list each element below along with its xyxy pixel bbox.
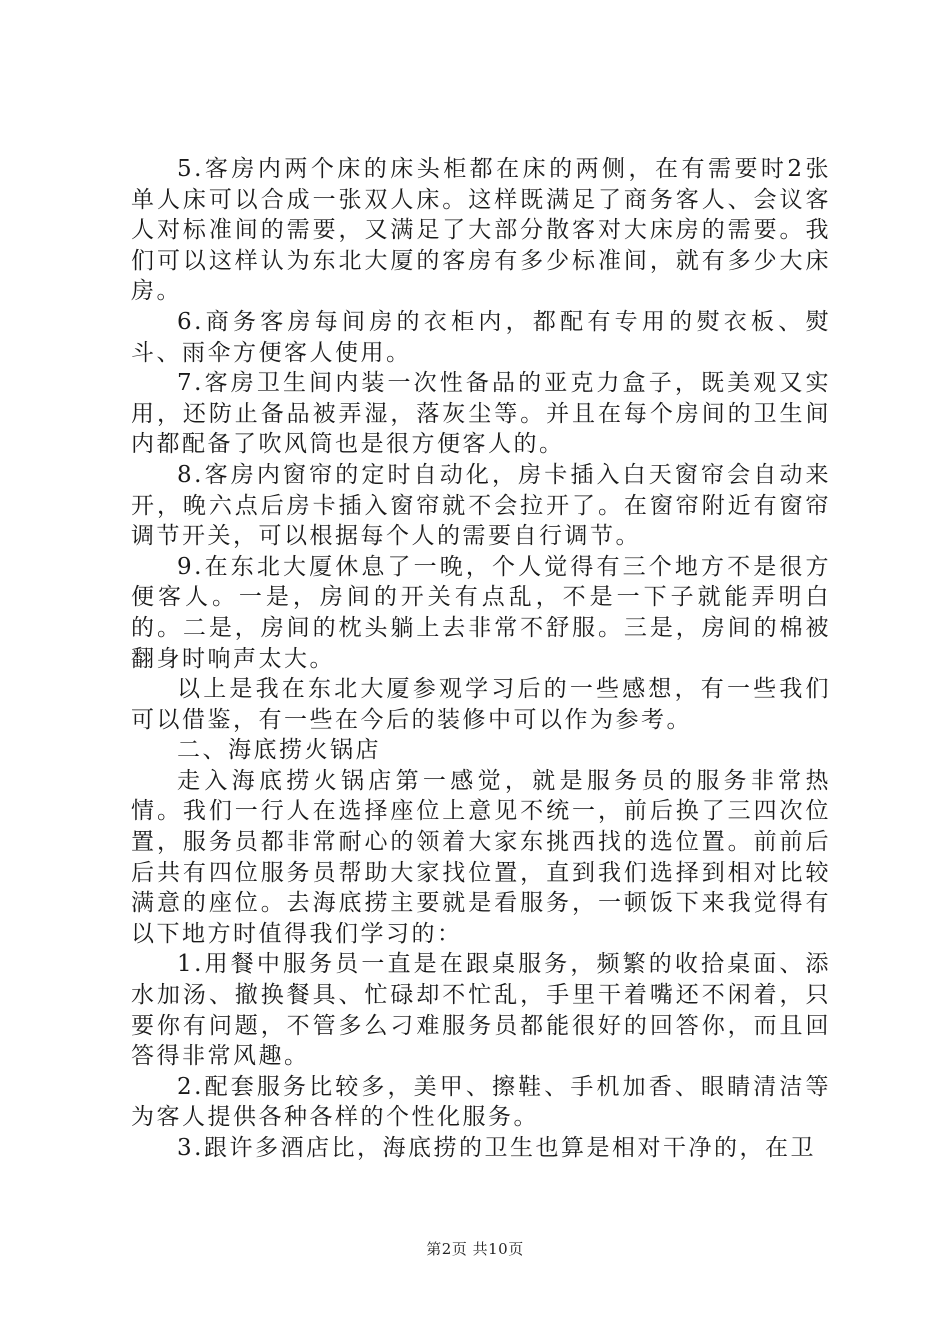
paragraph-item-5: 5.客房内两个床的床头柜都在床的两侧，在有需要时2张单人床可以合成一张双人床。这样既满足了商务客人、会议客人对标准间的需要，又满足了大部分散客对大床房的需要。我们可以这样认为东北大厦的客房有多少标准间，就有多少大床房。 [131, 156, 831, 305]
section-heading-haidilao: 二、海底捞火锅店 [177, 737, 381, 764]
paragraph-point-3: 3.跟许多酒店比，海底捞的卫生也算是相对干净的，在卫 [177, 1135, 816, 1161]
paragraph-item-8: 8.客房内窗帘的定时自动化，房卡插入白天窗帘会自动来开，晚六点后房卡插入窗帘就不会拉开了。在窗帘附近有窗帘调节开关，可以根据每个人的需要自行调节。 [131, 461, 831, 550]
paragraph-summary: 以上是我在东北大厦参观学习后的一些感想，有一些我们可以借鉴，有一些在今后的装修中可以作为参考。 [131, 676, 831, 733]
paragraph-item-6: 6.商务客房每间房的衣柜内，都配有专用的熨衣板、熨斗、雨伞方便客人使用。 [131, 308, 831, 366]
paragraph-item-7: 7.客房卫生间内装一次性备品的亚克力盒子，既美观又实用，还防止备品被弄湿，落灰尘等。并且在每个房间的卫生间内都配备了吹风筒也是很方便客人的。 [131, 370, 831, 458]
paragraph-intro-haidilao: 走入海底捞火锅店第一感觉，就是服务员的服务非常热情。我们一行人在选择座位上意见不统一，前后换了三四次位置，服务员都非常耐心的领着大家东挑西找的选位置。前前后后共有四位服务员帮助大家找位置，直到我们选择到相对比较满意的座位。去海底捞主要就是看服务，一顿饭下来我觉得有以下地方时值得我们学习的： [131, 767, 831, 947]
paragraph-point-2: 2.配套服务比较多，美甲、擦鞋、手机加香、眼睛清洁等为客人提供各种各样的个性化服务。 [131, 1073, 831, 1131]
paragraph-point-1: 1.用餐中服务员一直是在跟桌服务，频繁的收拾桌面、添水加汤、撤换餐具、忙碌却不忙乱，手里干着嘴还不闲着，只要你有问题，不管多么刁难服务员都能很好的回答你，而且回答得非常风趣。 [131, 951, 831, 1070]
paragraph-item-9: 9.在东北大厦休息了一晚，个人觉得有三个地方不是很方便客人。一是，房间的开关有点乱，不是一下子就能弄明白的。二是，房间的枕头躺上去非常不舒服。三是，房间的棉被翻身时响声太大。 [131, 553, 831, 672]
document-body [131, 154, 831, 1164]
page-number-footer: 第2页 共10页 [426, 1240, 524, 1258]
